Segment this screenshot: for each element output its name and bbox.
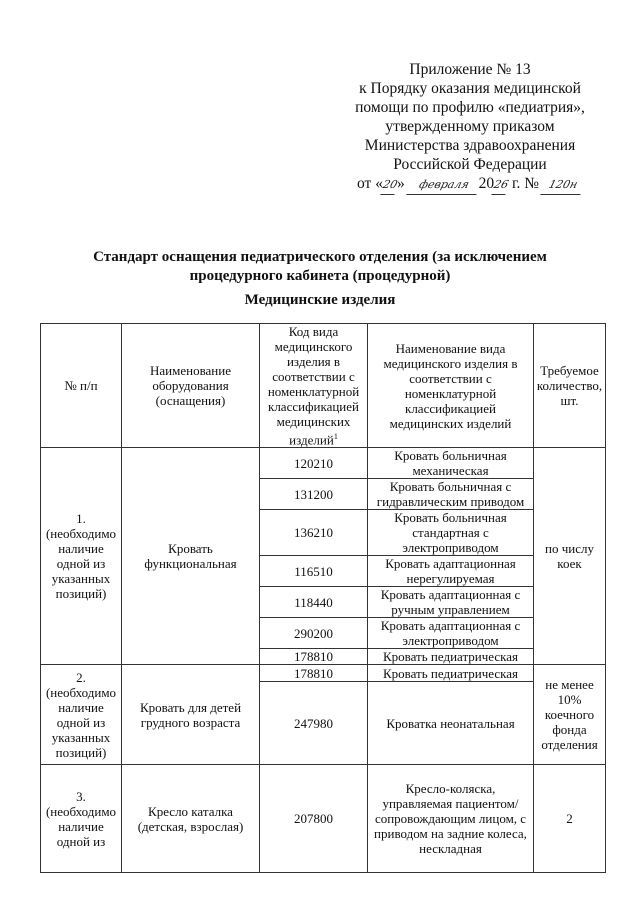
device-code: 120210 xyxy=(260,448,368,479)
header-cell: Наименование оборудования (оснащения) xyxy=(122,324,260,448)
device-code: 118440 xyxy=(260,587,368,618)
section-subtitle: Медицинские изделия xyxy=(244,292,396,308)
appendix-line: Министерства здравоохранения xyxy=(364,137,576,154)
appendix-line: Российской Федерации xyxy=(393,156,547,173)
device-kind: Кровать больничная стандартная с электроприводом xyxy=(368,510,534,556)
device-code: 178810 xyxy=(260,665,368,682)
year-prefix: 20 xyxy=(478,175,495,192)
number-prefix: г. № xyxy=(508,175,543,192)
handwritten-month: февраля xyxy=(406,175,481,195)
device-code: 207800 xyxy=(260,765,368,873)
device-code: 178810 xyxy=(260,649,368,665)
footnote-mark: 1 xyxy=(333,432,338,441)
device-code: 131200 xyxy=(260,479,368,510)
header-cell: № п/п xyxy=(41,324,122,448)
date-prefix: от « xyxy=(357,175,383,192)
required-quantity: по числу коек xyxy=(534,448,606,665)
device-kind: Кровать адаптационная с электроприводом xyxy=(368,618,534,649)
table-header-row xyxy=(41,324,606,448)
order-date-line xyxy=(300,174,640,195)
required-quantity: не менее 10% коечного фонда отделения xyxy=(534,665,606,765)
required-quantity: 2 xyxy=(534,765,606,873)
document-title: Стандарт оснащения педиатрического отделения (за исключением процедурного кабинета (процедурной) xyxy=(93,249,547,284)
device-kind: Кровать педиатрическая xyxy=(368,665,534,682)
device-kind: Кровать больничная с гидравлическим приводом xyxy=(368,479,534,510)
header-cell: Требуемое количество, шт. xyxy=(534,324,606,448)
device-code: 136210 xyxy=(260,510,368,556)
appendix-line: к Порядку оказания медицинской xyxy=(359,80,581,97)
device-kind: Кровать адаптационная с ручным управлением xyxy=(368,587,534,618)
handwritten-number: 120н xyxy=(540,175,585,195)
device-kind: Кресло-коляска, управляемая пациентом/ сопровождающим лицом, с приводом на задние колеса, нескладная xyxy=(368,765,534,873)
device-code: 290200 xyxy=(260,618,368,649)
header-text: Код вида медицинского изделия в соответствии с номенклатурной классификацией медицинских изделий xyxy=(267,324,360,448)
equipment-name: Кровать функциональная xyxy=(122,448,260,665)
row-number: 1. (необходимо наличие одной из указанных позиций) xyxy=(41,448,122,665)
appendix-line: помощи по профилю «педиатрия», xyxy=(355,99,585,116)
device-kind: Кровать педиатрическая xyxy=(368,649,534,665)
table-row xyxy=(41,765,606,873)
equipment-name: Кровать для детей грудного возраста xyxy=(122,665,260,765)
table-row xyxy=(41,448,606,479)
device-kind: Кроватка неонатальная xyxy=(368,682,534,765)
device-kind: Кровать больничная механическая xyxy=(368,448,534,479)
equipment-table xyxy=(40,323,606,873)
header-cell xyxy=(260,324,368,448)
row-number: 2. (необходимо наличие одной из указанных позиций) xyxy=(41,665,122,765)
device-code: 116510 xyxy=(260,556,368,587)
date-mid: » xyxy=(396,175,405,192)
appendix-line: утвержденному приказом xyxy=(385,118,555,135)
header-cell: Наименование вида медицинского изделия в соответствии с номенклатурной классификацией медицинских изделий xyxy=(368,324,534,448)
appendix-line: Приложение № 13 xyxy=(409,61,531,78)
appendix-header xyxy=(300,60,640,195)
device-code: 247980 xyxy=(260,682,368,765)
row-number: 3. (необходимо наличие одной из xyxy=(41,765,122,873)
handwritten-day: 20 xyxy=(380,175,399,195)
table-row xyxy=(41,665,606,682)
handwritten-year: 26 xyxy=(491,175,510,195)
device-kind: Кровать адаптационная нерегулируемая xyxy=(368,556,534,587)
equipment-name: Кресло каталка (детская, взрослая) xyxy=(122,765,260,873)
